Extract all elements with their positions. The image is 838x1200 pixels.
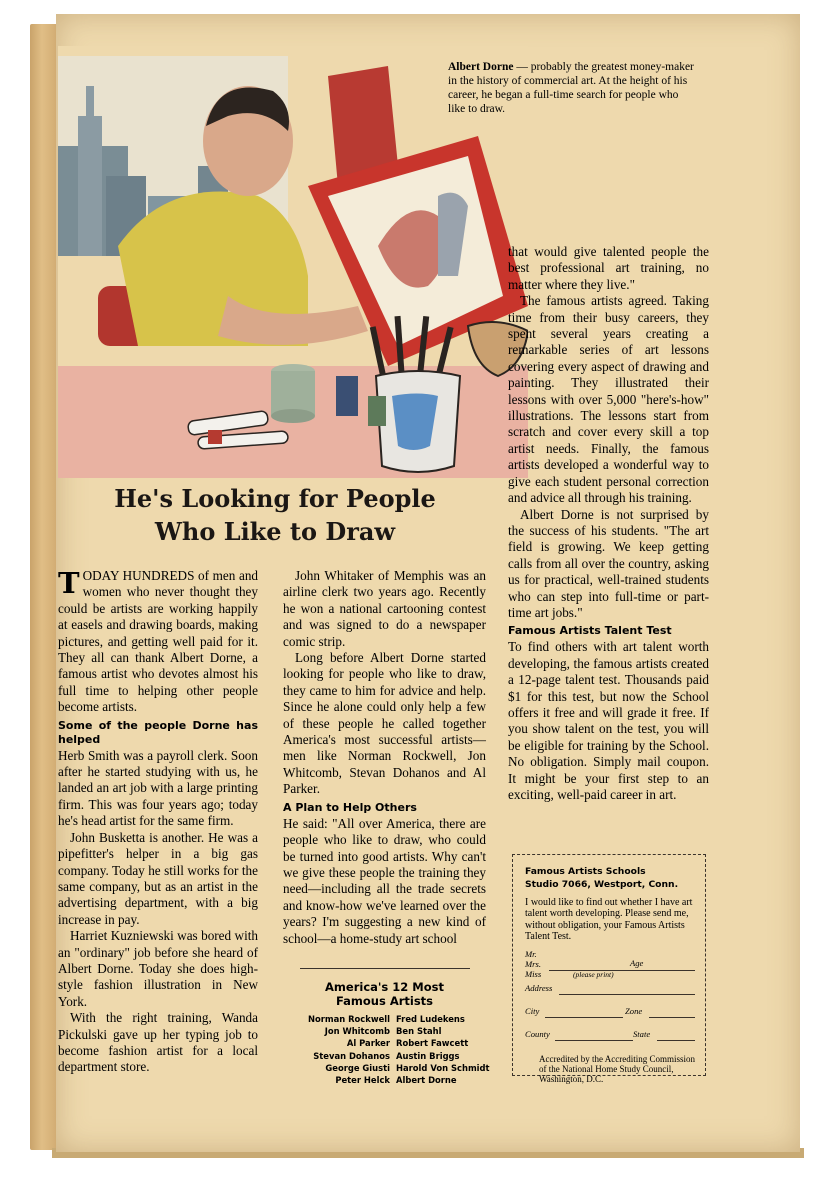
state-label: State bbox=[633, 1028, 651, 1039]
paragraph-artists-agreed: The famous artists agreed. Taking time from their busy careers, they spent several years creating a remarkable series of art lessons covering every aspect of drawing and painting. They illustrated their lessons with over 5,000 "here's-how" illustrations. The lessons start from scratch and cover every skill a top artist needs. Finally, the famous artists developed a wonderful way to give each student personal correction and advice all through his training. bbox=[508, 293, 709, 506]
miss-label: Miss bbox=[525, 968, 542, 979]
paragraph-busketta: John Busketta is another. He was a pipefitter's helper in a big gas company. Today he still works for the same company, but as an artist in the advertising department, with a big increase in pay. bbox=[58, 829, 258, 927]
artist-name: Jon Whitcomb bbox=[324, 1026, 390, 1037]
famous-title-line-2: Famous Artists bbox=[335, 994, 434, 1008]
paragraph-herb-smith: Herb Smith was a payroll clerk. Soon after he started studying with us, he landed an art job with a large printing firm. This was four years ago; today he's head artist for the same firm. bbox=[58, 747, 258, 829]
state-line bbox=[657, 1040, 695, 1041]
county-state-field[interactable] bbox=[525, 1029, 695, 1044]
please-print-label: (please print) bbox=[573, 969, 614, 979]
artist-name: Albert Dorne bbox=[396, 1075, 457, 1086]
address-line bbox=[559, 994, 695, 995]
artist-name: Stevan Dohanos bbox=[313, 1050, 390, 1061]
mail-coupon[interactable] bbox=[512, 854, 706, 1085]
city-label: City bbox=[525, 1005, 540, 1016]
artist-name: George Giusti bbox=[325, 1062, 390, 1073]
drop-cap: T bbox=[58, 566, 80, 600]
artist-name: Robert Fawcett bbox=[396, 1038, 469, 1049]
zone-line bbox=[649, 1017, 695, 1018]
intro-rest: of men and women who never thought they could be artists are working happily at easels and drawing boards, making pictures, and getting well paid for it. They all can thank Albert Dorne, a famous artist who devotes almost his full time to helping other people become artists. bbox=[58, 568, 259, 715]
paragraph-wanda: With the right training, Wanda Pickulski gave up her typing job to become fashion artist for a local department store. bbox=[58, 1010, 258, 1075]
name-field[interactable] bbox=[525, 949, 695, 983]
famous-artists-list bbox=[278, 1013, 518, 1086]
caption-text: — probably the greatest money-maker in the history of commercial art. At the height of his career, he began a full-time search for people who like to draw. bbox=[448, 61, 694, 115]
coupon-body: I would like to find out whether I have art talent worth developing. Please send me, without obligation, your Famous Artists Talent Test. bbox=[525, 897, 693, 943]
headline-line-1: He's Looking for People bbox=[114, 484, 436, 513]
age-line bbox=[649, 970, 695, 971]
article-column-1 bbox=[58, 568, 258, 1076]
artist-name: Fred Ludekens bbox=[396, 1014, 465, 1024]
caption-name: Albert Dorne bbox=[448, 61, 514, 73]
coupon-studio: Studio 7066, Westport, Conn. bbox=[525, 879, 679, 890]
intro-paragraph bbox=[58, 568, 258, 716]
article-column-2 bbox=[283, 568, 486, 947]
city-zone-field[interactable] bbox=[525, 1006, 695, 1021]
mrs-label: Mrs. bbox=[525, 958, 541, 969]
coupon-school: Famous Artists Schools bbox=[525, 866, 646, 877]
coupon-accredited: Accredited by the Accrediting Commission of the National Home Study Council, Washington, D.C. bbox=[539, 1053, 695, 1085]
paragraph-he-said: He said: "All over America, there are people who like to draw, who could be turned into good artists. Why can't we give these people the training they need—including all the trade secrets and know-how we've learned over the years? I'm suggesting a new kind of school—a home-study art school bbox=[283, 815, 486, 946]
artist-name: Norman Rockwell bbox=[307, 1014, 390, 1024]
paragraph-long-before: Long before Albert Dorne started looking for people who like to draw, they came to him for advice and help. Since he alone could only help a few of these people he called together America's most successful artists—men like Norman Rockwell, Jon Whitcomb, Stevan Dohanos and Al Parker. bbox=[283, 650, 486, 797]
artist-name: Ben Stahl bbox=[396, 1026, 442, 1037]
artist-name: Peter Helck bbox=[335, 1075, 390, 1086]
paragraph-continued: that would give talented people the best professional art training, no matter where they live." bbox=[508, 244, 709, 292]
famous-title-line-1: America's 12 Most bbox=[325, 980, 444, 994]
artist-name: Harold Von Schmidt bbox=[396, 1062, 490, 1073]
artist-name: Al Parker bbox=[346, 1038, 390, 1049]
county-line bbox=[555, 1040, 633, 1041]
subhead-helped: Some of the people Dorne has helped bbox=[58, 718, 258, 746]
age-label: Age bbox=[630, 957, 644, 968]
headline bbox=[70, 482, 480, 548]
illustration-caption bbox=[448, 60, 698, 116]
paragraph-not-surprised: Albert Dorne is not surprised by the success of his students. "The art field is growing. We keep getting calls from all over the country, asking us for practical, well-trained students who can step into full-time or part-time art jobs." bbox=[508, 506, 709, 620]
mr-label: Mr. bbox=[525, 948, 537, 959]
paragraph-talent-test: To find others with art talent worth developing, the famous artists created a 12-page talent test. Thousands paid $1 for this test, but now the School offers it free and will grade it free. If you show talent on the test, you will be eligible for training by the School. No obligation. Simply mail coupon. It might be your first step to an exciting, well-paid career in art. bbox=[508, 639, 709, 802]
zone-label: Zone bbox=[625, 1005, 643, 1016]
subhead-plan: A Plan to Help Others bbox=[283, 800, 417, 814]
county-label: County bbox=[525, 1028, 550, 1039]
paragraph-harriet: Harriet Kuzniewski was bored with an "ordinary" job before she heard of Albert Dorne. Today she does high-style fashion illustration in New York. bbox=[58, 928, 258, 1009]
intro-smallcaps: ODAY HUNDREDS bbox=[82, 568, 195, 583]
address-field[interactable] bbox=[525, 983, 695, 998]
city-line bbox=[545, 1017, 623, 1018]
headline-line-2: Who Like to Draw bbox=[154, 517, 396, 546]
article-column-3 bbox=[508, 244, 709, 803]
address-label: Address bbox=[525, 982, 553, 993]
famous-artists-divider bbox=[300, 968, 470, 969]
subhead-talent-test: Famous Artists Talent Test bbox=[508, 624, 672, 638]
paragraph-whitaker: John Whitaker of Memphis was an airline clerk two years ago. Recently he won a national cartooning contest and was signed to do a newspaper comic strip. bbox=[283, 568, 486, 649]
artist-name: Austin Briggs bbox=[396, 1050, 460, 1061]
famous-artists-title bbox=[283, 980, 486, 1008]
